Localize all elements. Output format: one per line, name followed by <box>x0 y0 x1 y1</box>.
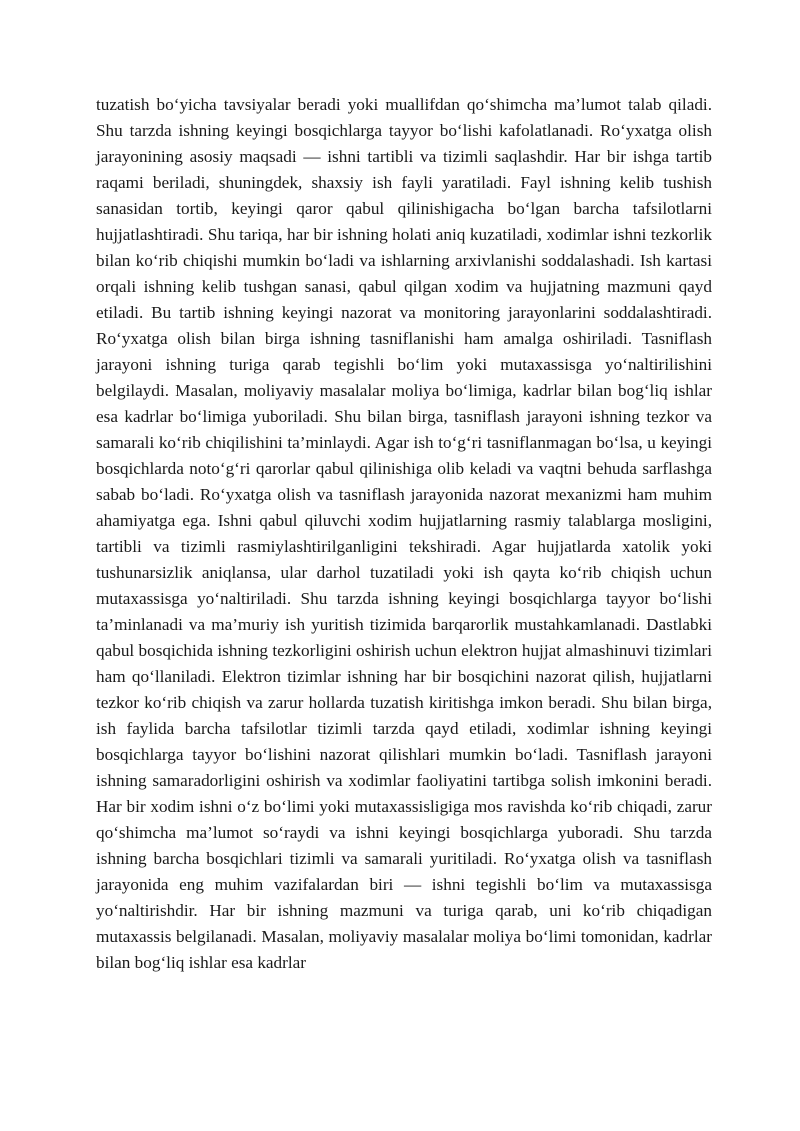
body-paragraph: tuzatish bo‘yicha tavsiyalar beradi yoki muallifdan qo‘shimcha ma’lumot talab qiladi. Shu tarzda ishning keyingi bosqichlarga tayyor bo‘lishi kafolatlanadi. Ro‘yxatga olish jarayonining asosiy maqsadi — ishni tartibli va tizimli saqlashdir. Har bir ishga tartib raqami beriladi, shuningdek, shaxsiy ish fayli yaratiladi. Fayl ishning kelib tushish sanasidan tortib, keyingi qaror qabul qilinishigacha bo‘lgan barcha tafsilotlarni hujjatlashtiradi. Shu tariqa, har bir ishning holati aniq kuzatiladi, xodimlar ishni tezkorlik bilan ko‘rib chiqishi mumkin bo‘ladi va ishlarning arxivlanishi soddalashadi. Ish kartasi orqali ishning kelib tushgan sanasi, qabul qilgan xodim va hujjatning mazmuni qayd etiladi. Bu tartib ishning keyingi nazorat va monitoring jarayonlarini soddalashtiradi. Ro‘yxatga olish bilan birga ishning tasniflanishi ham amalga oshiriladi. Tasniflash jarayoni ishning turiga qarab tegishli bo‘lim yoki mutaxassisga yo‘naltirilishini belgilaydi. Masalan, moliyaviy masalalar moliya bo‘limiga, kadrlar bilan bog‘liq ishlar esa kadrlar bo‘limiga yuboriladi. Shu bilan birga, tasniflash jarayoni ishning tezkor va samarali ko‘rib chiqilishini ta’minlaydi. Agar ish to‘g‘ri tasniflanmagan bo‘lsa, u keyingi bosqichlarda noto‘g‘ri qarorlar qabul qilinishiga olib keladi va vaqtni behuda sarflashga sabab bo‘ladi. Ro‘yxatga olish va tasniflash jarayonida nazorat mexanizmi ham muhim ahamiyatga ega. Ishni qabul qiluvchi xodim hujjatlarning rasmiy talablarga mosligini, tartibli va tizimli rasmiylashtirilganligini tekshiradi. Agar hujjatlarda xatolik yoki tushunarsizlik aniqlansa, ular darhol tuzatiladi yoki ish qayta ko‘rib chiqish uchun mutaxassisga yo‘naltiriladi. Shu tarzda ishning keyingi bosqichlarga tayyor bo‘lishi ta’minlanadi va ma’muriy ish yuritish tizimida barqarorlik mustahkamlanadi. Dastlabki qabul bosqichida ishning tezkorligini oshirish uchun elektron hujjat almashinuvi tizimlari ham qo‘llaniladi. Elektron tizimlar ishning har bir bosqichini nazorat qilish, hujjatlarni tezkor ko‘rib chiqish va zarur hollarda tuzatish kiritishga imkon beradi. Shu bilan birga, ish faylida barcha tafsilotlar tizimli tarzda qayd etiladi, xodimlar ishning keyingi bosqichlarga tayyor bo‘lishini nazorat qilishlari mumkin bo‘ladi. Tasniflash jarayoni ishning samaradorligini oshirish va xodimlar faoliyatini tartibga solish imkonini beradi. Har bir xodim ishni o‘z bo‘limi yoki mutaxassisligiga mos ravishda ko‘rib chiqadi, zarur qo‘shimcha ma’lumot so‘raydi va ishni keyingi bosqichlarga yuboradi. Shu tarzda ishning barcha bosqichlari tizimli va samarali yuritiladi. Ro‘yxatga olish va tasniflash jarayonida eng muhim vazifalardan biri — ishni tegishli bo‘lim va mutaxassisga yo‘naltirishdir. Har bir ishning mazmuni va turiga qarab, uni ko‘rib chiqadigan mutaxassis belgilanadi. Masalan, moliyaviy masalalar moliya bo‘limi tomonidan, kadrlar bilan bog‘liq ishlar esa kadrlar <box>96 95 712 972</box>
